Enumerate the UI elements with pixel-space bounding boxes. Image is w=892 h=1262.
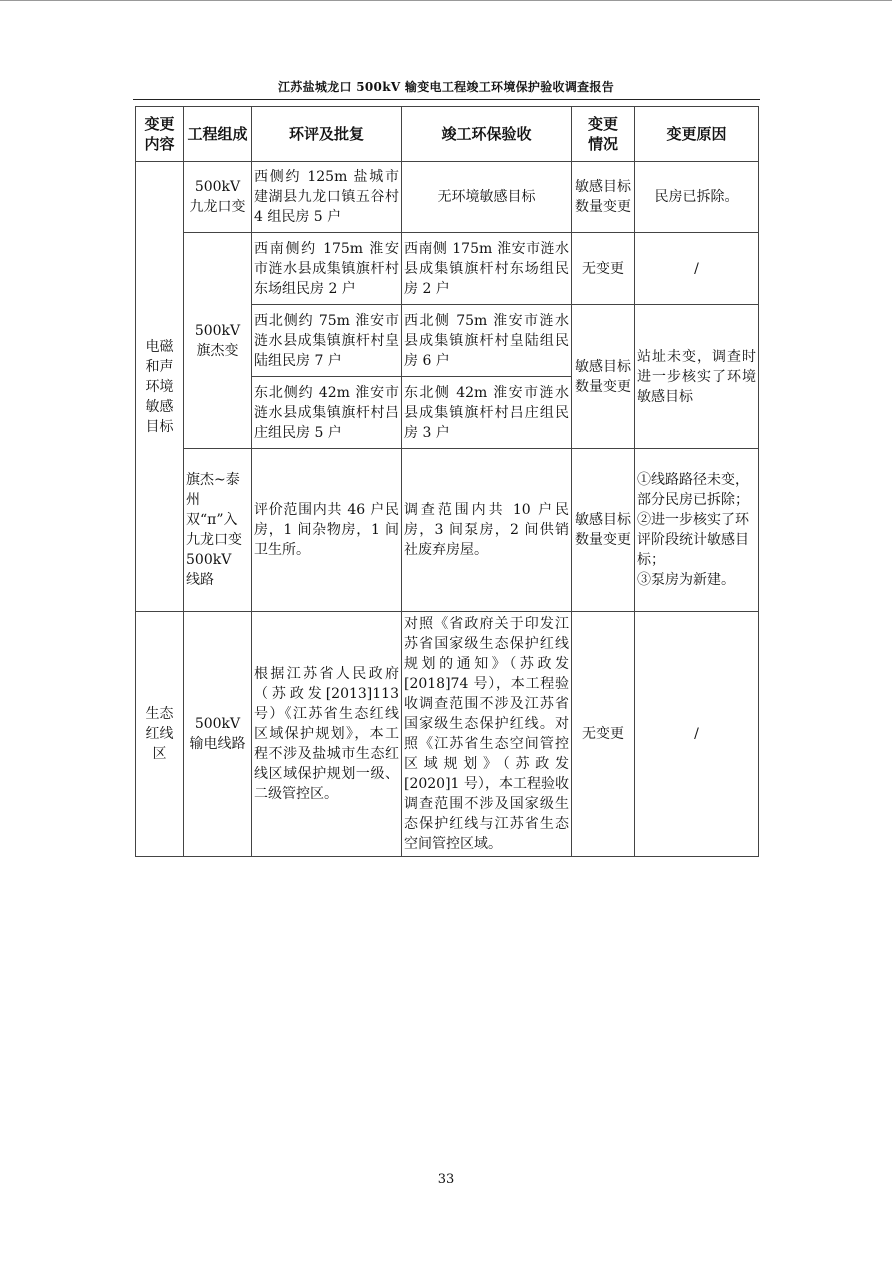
reason-cell: / [635,233,759,305]
acceptance-cell: 西南侧 175m 淮安市涟水县成集镇旗杆村东场组民房 2 户 [402,233,572,305]
acceptance-cell: 调查范围内共 10 户民房，3 间泵房，2 间供销社废弃房屋。 [402,449,572,612]
table-row [136,612,759,857]
component-cell: 旗杰~泰州双“π”入九龙口变 500kV 线路 [184,449,252,612]
change-cell: 敏感目标数量变更 [572,305,635,449]
change-cell: 敏感目标数量变更 [572,449,635,612]
table-row [136,162,759,233]
header-eia-approval: 环评及批复 [252,107,402,162]
header-component: 工程组成 [184,107,252,162]
page-number: 33 [437,1172,455,1187]
change-comparison-table [135,106,759,857]
report-header-title: 江苏盐城龙口 500kV 输变电工程竣工环境保护验收调查报告 [277,80,615,94]
group-eco-redline: 生态 红线 区 [136,612,184,857]
reason-cell: 站址未变，调查时进一步核实了环境敏感目标 [635,305,759,449]
eia-cell: 评价范围内共 46 户民房，1 间杂物房，1 间卫生所。 [252,449,402,612]
eia-cell: 根据江苏省人民政府（苏政发[2013]113 号）《江苏省生态红线区域保护规划》，本工程不涉及盐城市生态红线区域保护规划一级、二级管控区。 [252,612,402,857]
eia-cell: 西南侧约 175m 淮安市涟水县成集镇旗杆村东场组民房 2 户 [252,233,402,305]
acceptance-cell: 无环境敏感目标 [402,162,572,233]
table-row [136,449,759,612]
eia-cell: 西侧约 125m 盐城市建湖县九龙口镇五谷村 4 组民房 5 户 [252,162,402,233]
reason-cell: 民房已拆除。 [635,162,759,233]
acceptance-cell: 东北侧 42m 淮安市涟水县成集镇旗杆村吕庄组民房 3 户 [402,377,572,449]
header-change-status: 变更 情况 [572,107,635,162]
component-cell: 500kV 输电线路 [184,612,252,857]
group-em-sensitive-targets: 电磁 和声 环境 敏感 目标 [136,162,184,612]
change-cell: 无变更 [572,612,635,857]
table-row [136,233,759,305]
acceptance-cell: 西北侧 75m 淮安市涟水县成集镇旗杆村皇陆组民房 6 户 [402,305,572,377]
header-change-reason: 变更原因 [635,107,759,162]
reason-cell: / [635,612,759,857]
reason-cell: ①线路路径未变，部分民房已拆除； ②进一步核实了环评阶段统计敏感目标； ③泵房为新建。 [635,449,759,612]
acceptance-cell: 对照《省政府关于印发江苏省国家级生态保护红线规划的通知》（苏政发[2018]74 号），本工程验收调查范围不涉及江苏省国家级生态保护红线。对照《江苏省生态空间管控区域规划》（苏政发[2020]1 号），本工程验收调查范围不涉及国家级生态保护红线与江苏省生态空间管控区域。 [402,612,572,857]
eia-cell: 西北侧约 75m 淮安市涟水县成集镇旗杆村皇陆组民房 7 户 [252,305,402,377]
change-cell: 敏感目标数量变更 [572,162,635,233]
header-change-content: 变更 内容 [136,107,184,162]
component-cell: 500kV 旗杰变 [184,233,252,449]
scan-top-edge [0,0,892,1]
component-cell: 500kV 九龙口变 [184,162,252,233]
table-header-row [136,107,759,162]
header-divider [133,99,760,100]
eia-cell: 东北侧约 42m 淮安市涟水县成集镇旗杆村吕庄组民房 5 户 [252,377,402,449]
header-acceptance: 竣工环保验收 [402,107,572,162]
change-cell: 无变更 [572,233,635,305]
